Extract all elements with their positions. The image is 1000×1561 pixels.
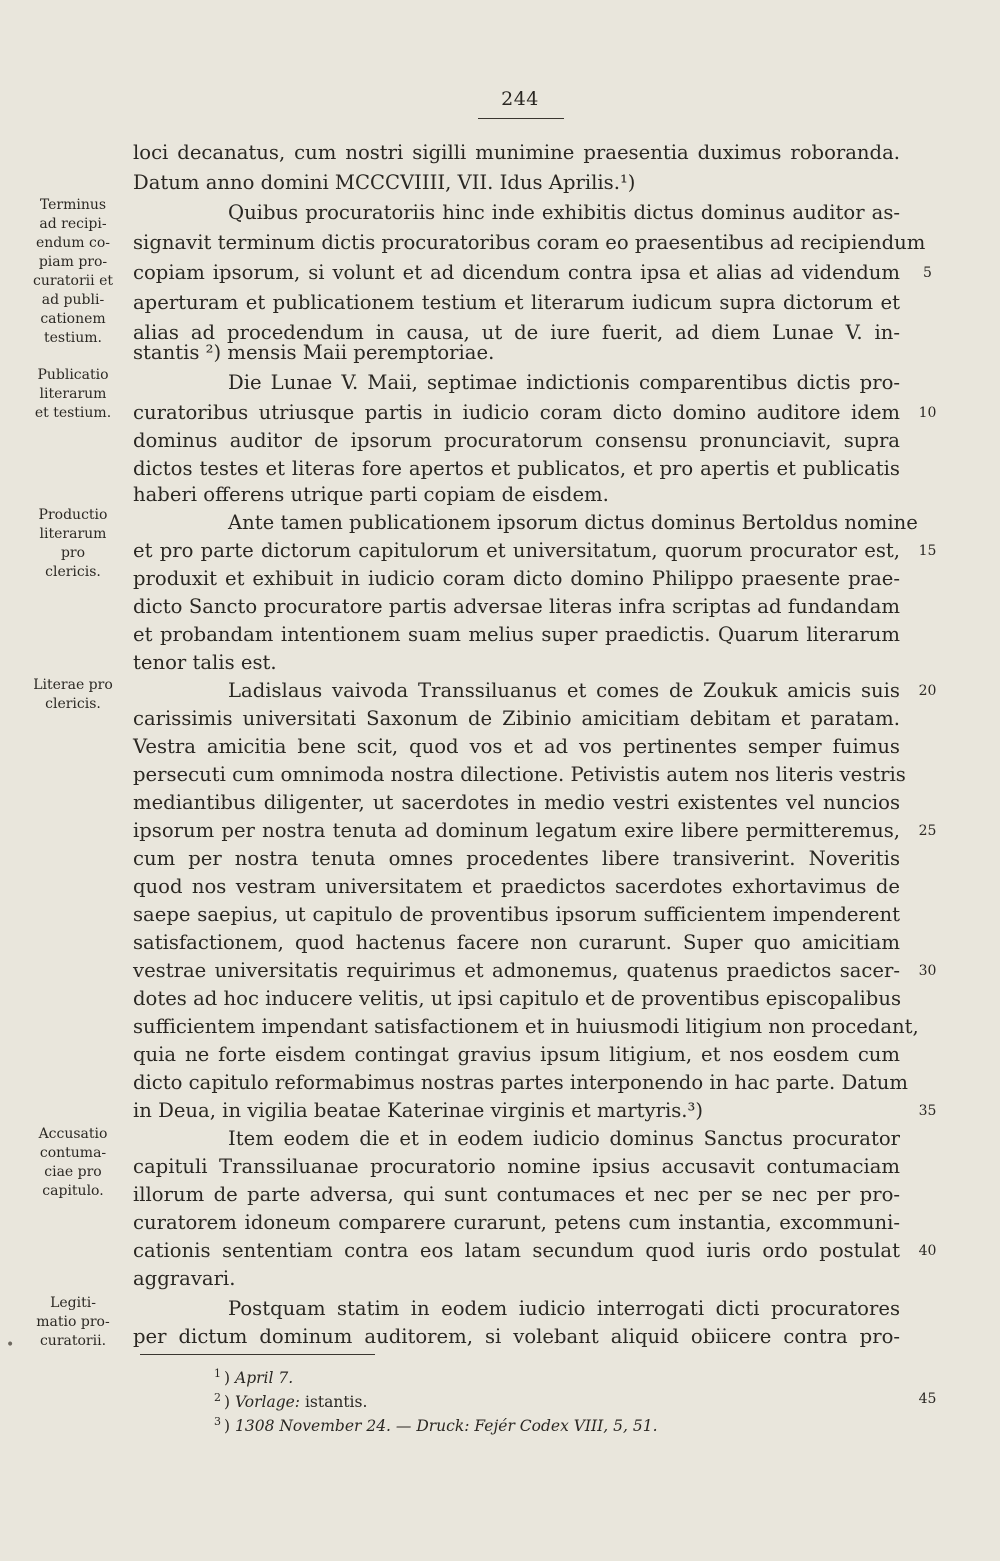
footnote-text: Fejér Codex VIII, 5, 51. (474, 1417, 658, 1436)
margin-note-publicatio (20, 366, 126, 423)
footnote-2 (214, 1386, 367, 1410)
text-line: signavit terminum dictis procuratoribus coram eo praesentibus ad recipiendum (133, 231, 926, 254)
margin-note-line: ad recipi- (39, 216, 107, 232)
margin-note-terminus (20, 196, 126, 348)
line-number: 25 (918, 823, 937, 839)
footnote-mark: 1 (214, 1367, 221, 1380)
line-number: 10 (918, 405, 937, 421)
text-line: ipsorum per nostra tenuta ad dominum legatum exire libere permitteremus, (133, 819, 900, 842)
line-number: 40 (918, 1243, 937, 1259)
text-line: vestrae universitatis requirimus et admonemus, quatenus praedictos sacer- (133, 959, 900, 982)
text-line: Quibus procuratoriis hinc inde exhibitis dictus dominus auditor as- (228, 201, 900, 224)
margin-note-line: ciae pro (44, 1164, 102, 1180)
text-line: tenor talis est. (133, 651, 277, 674)
text-line: dicto Sancto procuratore partis adversae literas infra scriptas ad fundandam (133, 595, 900, 618)
margin-note-line: curatorii. (39, 1333, 107, 1349)
margin-note-accusatio (20, 1125, 126, 1201)
margin-note-line: clericis. (45, 564, 101, 580)
text-line: curatoribus utriusque partis in iudicio coram dicto domino auditore idem (133, 401, 900, 424)
margin-note-line: clericis. (45, 696, 101, 712)
footnote-mark: 3 (214, 1415, 221, 1428)
text-line: cationis sententiam contra eos latam secundum quod iuris ordo postulat (133, 1239, 900, 1262)
text-line: et pro parte dictorum capitulorum et universitatum, quorum procurator est, (133, 539, 900, 562)
page-number-rule (478, 118, 564, 119)
text-line: in Deua, in vigilia beatae Katerinae virginis et martyris.³) (133, 1099, 703, 1122)
text-line: dictos testes et literas fore apertos et publicatos, et pro apertis et publicatis (133, 457, 900, 480)
margin-note-line: piam pro- (38, 254, 108, 270)
line-number: 30 (918, 963, 937, 979)
line-number: 5 (923, 265, 932, 281)
margin-note-line: et testium. (34, 405, 112, 421)
margin-note-line: literarum (39, 526, 107, 542)
margin-note-line: pro (60, 545, 86, 561)
line-number: 45 (918, 1391, 937, 1407)
text-line: Die Lunae V. Maii, septimae indictionis comparentibus dictis pro- (228, 371, 900, 394)
footnote-label: Vorlage: (235, 1393, 301, 1412)
text-line: curatorem idoneum comparere curarunt, petens cum instantia, excommuni- (133, 1211, 900, 1234)
text-line: Item eodem die et in eodem iudicio dominus Sanctus procurator (228, 1127, 900, 1150)
text-line: Vestra amicitia bene scit, quod vos et ad vos pertinentes semper fuimus (133, 735, 900, 758)
text-line: stantis ²) mensis Maii peremptoriae. (133, 341, 495, 364)
text-line: haberi offerens utrique parti copiam de eisdem. (133, 483, 609, 506)
margin-note-line: Productio (38, 507, 108, 523)
footnote-text: istantis. (304, 1393, 368, 1412)
footnote-1 (214, 1362, 293, 1386)
text-line: capituli Transsiluanae procuratorio nomine ipsius accusavit contumaciam (133, 1155, 900, 1178)
text-line: saepe saepius, ut capitulo de proventibus ipsorum sufficientem impenderent (133, 903, 900, 926)
margin-note-line: Legiti- (50, 1295, 96, 1311)
footnote-mark-paren: ) (224, 1369, 231, 1388)
margin-note-line: ad publi- (41, 292, 105, 308)
stray-mark: • (6, 1337, 15, 1353)
text-line: dominus auditor de ipsorum procuratorum consensu pronunciavit, supra (133, 429, 900, 452)
text-line: quia ne forte eisdem contingat gravius ipsum litigium, et nos eosdem cum (133, 1043, 900, 1066)
line-number: 20 (918, 683, 937, 699)
margin-note-line: endum co- (35, 235, 110, 251)
margin-note-line: cationem (40, 311, 106, 327)
margin-note-line: Terminus (39, 197, 107, 213)
footnote-mark-paren: ) (224, 1393, 231, 1412)
text-line: dicto capitulo reformabimus nostras partes interponendo in hac parte. Datum (133, 1071, 908, 1094)
text-line: illorum de parte adversa, qui sunt contumaces et nec per se nec per pro- (133, 1183, 900, 1206)
text-line: alias ad procedendum in causa, ut de iure fuerit, ad diem Lunae V. in- (133, 321, 900, 344)
text-line: Ladislaus vaivoda Transsiluanus et comes de Zoukuk amicis suis (228, 679, 900, 702)
margin-note-line: curatorii et (33, 273, 113, 289)
text-line: Postquam statim in eodem iudicio interrogati dicti procuratores (228, 1297, 900, 1320)
text-line: dotes ad hoc inducere velitis, ut ipsi capitulo et de proventibus episcopalibus (133, 987, 901, 1010)
margin-note-line: contuma- (39, 1145, 107, 1161)
text-line: sufficientem impendant satisfactionem et in huiusmodi litigium non procedant, (133, 1015, 919, 1038)
footnote-text: April 7. (235, 1369, 294, 1388)
text-line: cum per nostra tenuta omnes procedentes libere transiverint. Noveritis (133, 847, 900, 870)
text-line: copiam ipsorum, si volunt et ad dicendum contra ipsa et alias ad videndum (133, 261, 900, 284)
text-line: aperturam et publicationem testium et literarum iudicum supra dictorum et (133, 291, 900, 314)
text-line: persecuti cum omnimoda nostra dilectione. Petivistis autem nos literis vestris (133, 763, 906, 786)
line-number: 15 (918, 543, 937, 559)
text-line: mediantibus diligenter, ut sacerdotes in medio vestri existentes vel nuncios (133, 791, 900, 814)
text-line: carissimis universitati Saxonum de Zibinio amicitiam debitam et paratam. (133, 707, 900, 730)
margin-note-line: literarum (39, 386, 107, 402)
margin-note-line: Literae pro (33, 677, 113, 693)
line-number: 35 (918, 1103, 937, 1119)
margin-note-line: testium. (44, 330, 102, 346)
text-line: produxit et exhibuit in iudicio coram dicto domino Philippo praesente prae- (133, 567, 900, 590)
footnote-mark: 2 (214, 1391, 221, 1404)
margin-note-productio (20, 506, 126, 582)
page-number: 244 (501, 88, 539, 110)
text-line: quod nos vestram universitatem et praedictos sacerdotes exhortavimus de (133, 875, 900, 898)
margin-note-line: Accusatio (38, 1126, 108, 1142)
margin-note-legitimatio (20, 1294, 126, 1351)
footnote-label: 1308 November 24. — Druck: (235, 1417, 470, 1436)
text-line: loci decanatus, cum nostri sigilli munimine praesentia duximus roboranda. (133, 141, 900, 164)
footnote-rule (140, 1354, 375, 1355)
text-line: et probandam intentionem suam melius super praedictis. Quarum literarum (133, 623, 900, 646)
margin-note-line: Publicatio (37, 367, 109, 383)
text-line: aggravari. (133, 1267, 236, 1290)
margin-note-line: capitulo. (42, 1183, 104, 1199)
text-line: Ante tamen publicationem ipsorum dictus dominus Bertoldus nomine (228, 511, 918, 534)
margin-note-line: matio pro- (36, 1314, 110, 1330)
margin-note-literae (20, 676, 126, 714)
text-line: satisfactionem, quod hactenus facere non curarunt. Super quo amicitiam (133, 931, 900, 954)
footnote-mark-paren: ) (224, 1417, 231, 1436)
text-line: per dictum dominum auditorem, si volebant aliquid obiicere contra pro- (133, 1325, 900, 1348)
text-line: Datum anno domini MCCCVIIII, VII. Idus Aprilis.¹) (133, 171, 636, 194)
footnote-3 (214, 1410, 658, 1434)
